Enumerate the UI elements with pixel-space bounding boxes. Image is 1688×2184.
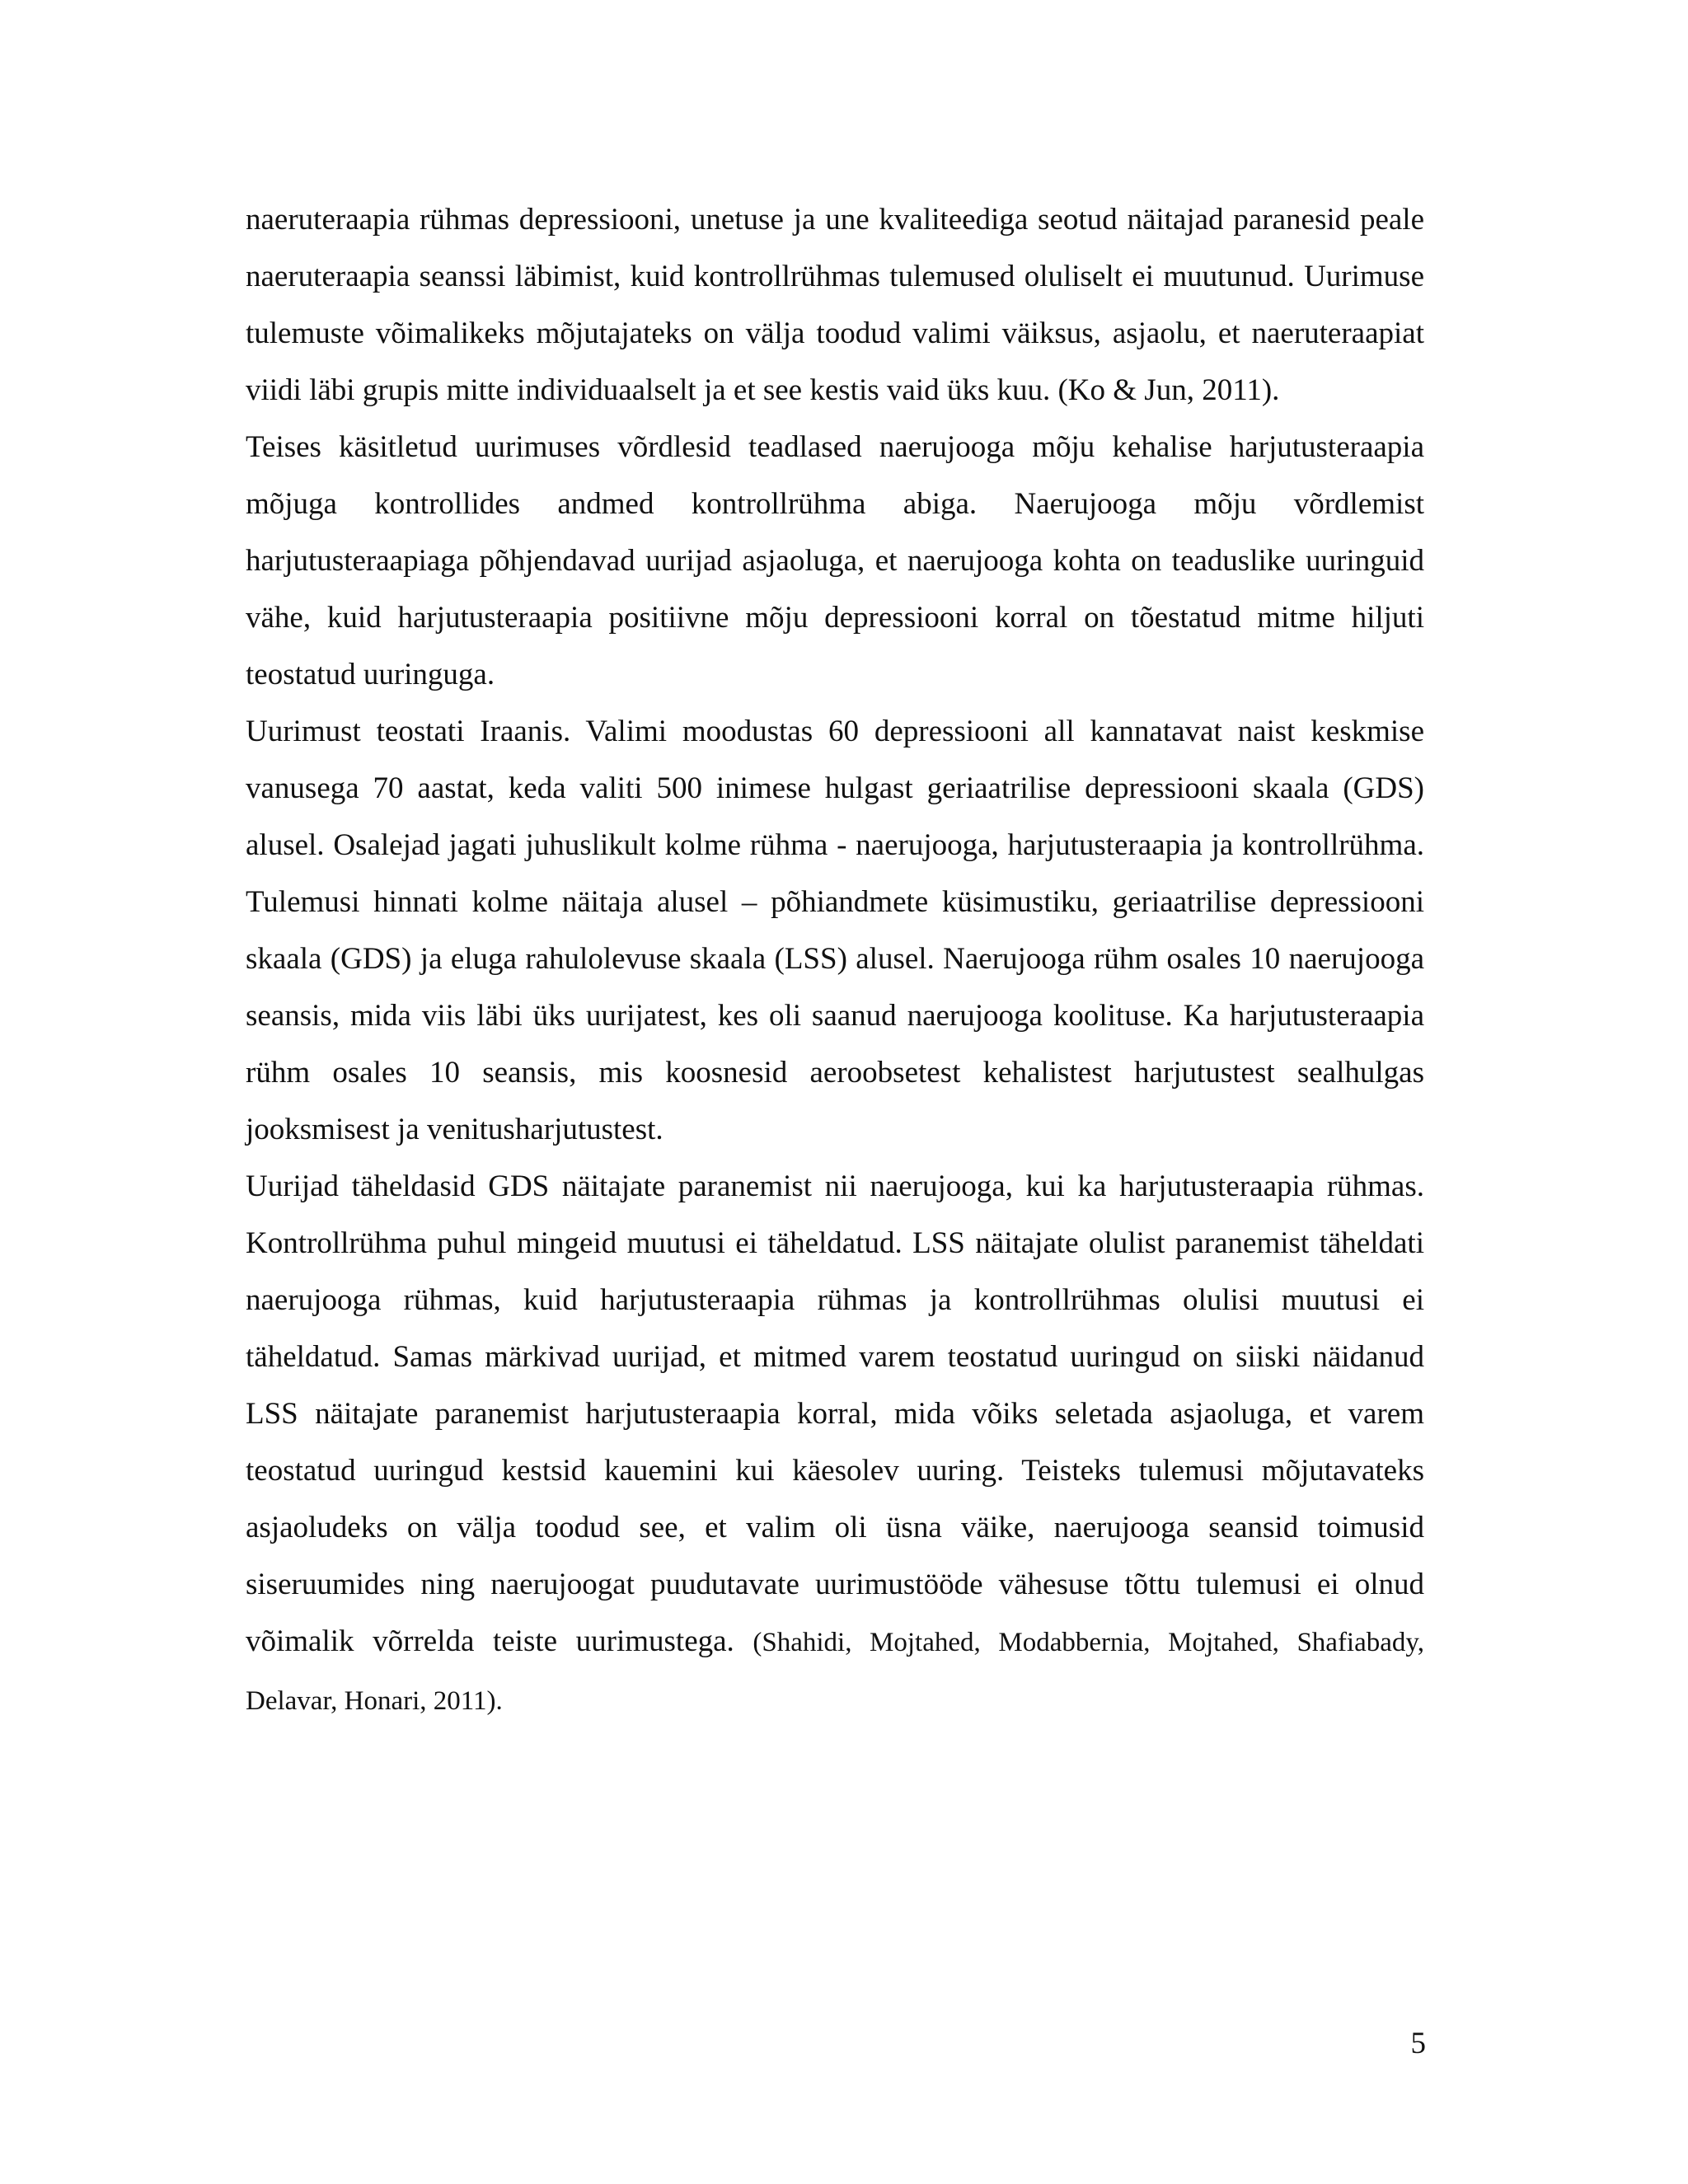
paragraph-3: Uurimust teostati Iraanis. Valimi moodustas 60 depressiooni all kannatavat naist keskmise vanusega 70 aastat, keda valiti 500 inimese hulgast geriaatrilise depressiooni skaala (GDS) alusel. Osalejad jagati juhuslikult kolme rühma - naerujooga, harjutusteraapia ja kontrollrühma. Tulemusi hinnati kolme näitaja alusel – põhiandmete küsimustiku, geriaatrilise depressiooni skaala (GDS) ja eluga rahulolevuse skaala (LSS) alusel. Naerujooga rühm osales 10 naerujooga seansis, mida viis läbi üks uurijatest, kes oli saanud naerujooga koolituse. Ka harjutusteraapia rühm osales 10 seansis, mis koosnesid aeroobsetest kehalistest harjutustest sealhulgas jooksmisest ja venitusharjutustest. [246, 715, 1424, 1146]
page-number: 5 [1410, 2027, 1426, 2060]
paragraph-4 [246, 1158, 1424, 1730]
paragraph-4-text: Uurijad täheldasid GDS näitajate paranemist nii naerujooga, kui ka harjutusteraapia rühmas. Kontrollrühma puhul mingeid muutusi ei täheldatud. LSS näitajate olulist paranemist täheldati naerujooga rühmas, kuid harjutusteraapia rühmas ja kontrollrühmas olulisi muutusi ei täheldatud. Samas märkivad uurijad, et mitmed varem teostatud uuringud on siiski näidanud LSS näitajate paranemist harjutusteraapia korral, mida võiks seletada asjaoluga, et varem teostatud uuringud kestsid kauemini kui käesolev uuring. Teisteks tulemusi mõjutavateks asjaoludeks on välja toodud see, et valim oli üsna väike, naerujooga seansid toimusid siseruumides ning naerujoogat puudutavate uurimustööde vähesuse tõttu tulemusi ei olnud võimalik võrrelda teiste uurimustega. [246, 1169, 1424, 1658]
body-text [246, 191, 1424, 1730]
paragraph-1: naeruteraapia rühmas depressiooni, unetuse ja une kvaliteediga seotud näitajad paranesid peale naeruteraapia seanssi läbimist, kuid kontrollrühmas tulemused oluliselt ei muutunud. Uurimuse tulemuste võimalikeks mõjutajateks on välja toodud valimi väiksus, asjaolu, et naeruteraapiat viidi läbi grupis mitte individuaalselt ja et see kestis vaid üks kuu. (Ko & Jun, 2011). [246, 203, 1424, 407]
paragraph-2: Teises käsitletud uurimuses võrdlesid teadlased naerujooga mõju kehalise harjutusteraapia mõjuga kontrollides andmed kontrollrühma abiga. Naerujooga mõju võrdlemist harjutusteraapiaga põhjendavad uurijad asjaoluga, et naerujooga kohta on teaduslike uuringuid vähe, kuid harjutusteraapia positiivne mõju depressiooni korral on tõestatud mitme hiljuti teostatud uuringuga. [246, 430, 1424, 691]
paragraph-4-citation: (Shahidi, Mojtahed, Modabbernia, Mojtahed, Shafiabady, Delavar, Honari, 2011). [246, 1628, 1424, 1716]
